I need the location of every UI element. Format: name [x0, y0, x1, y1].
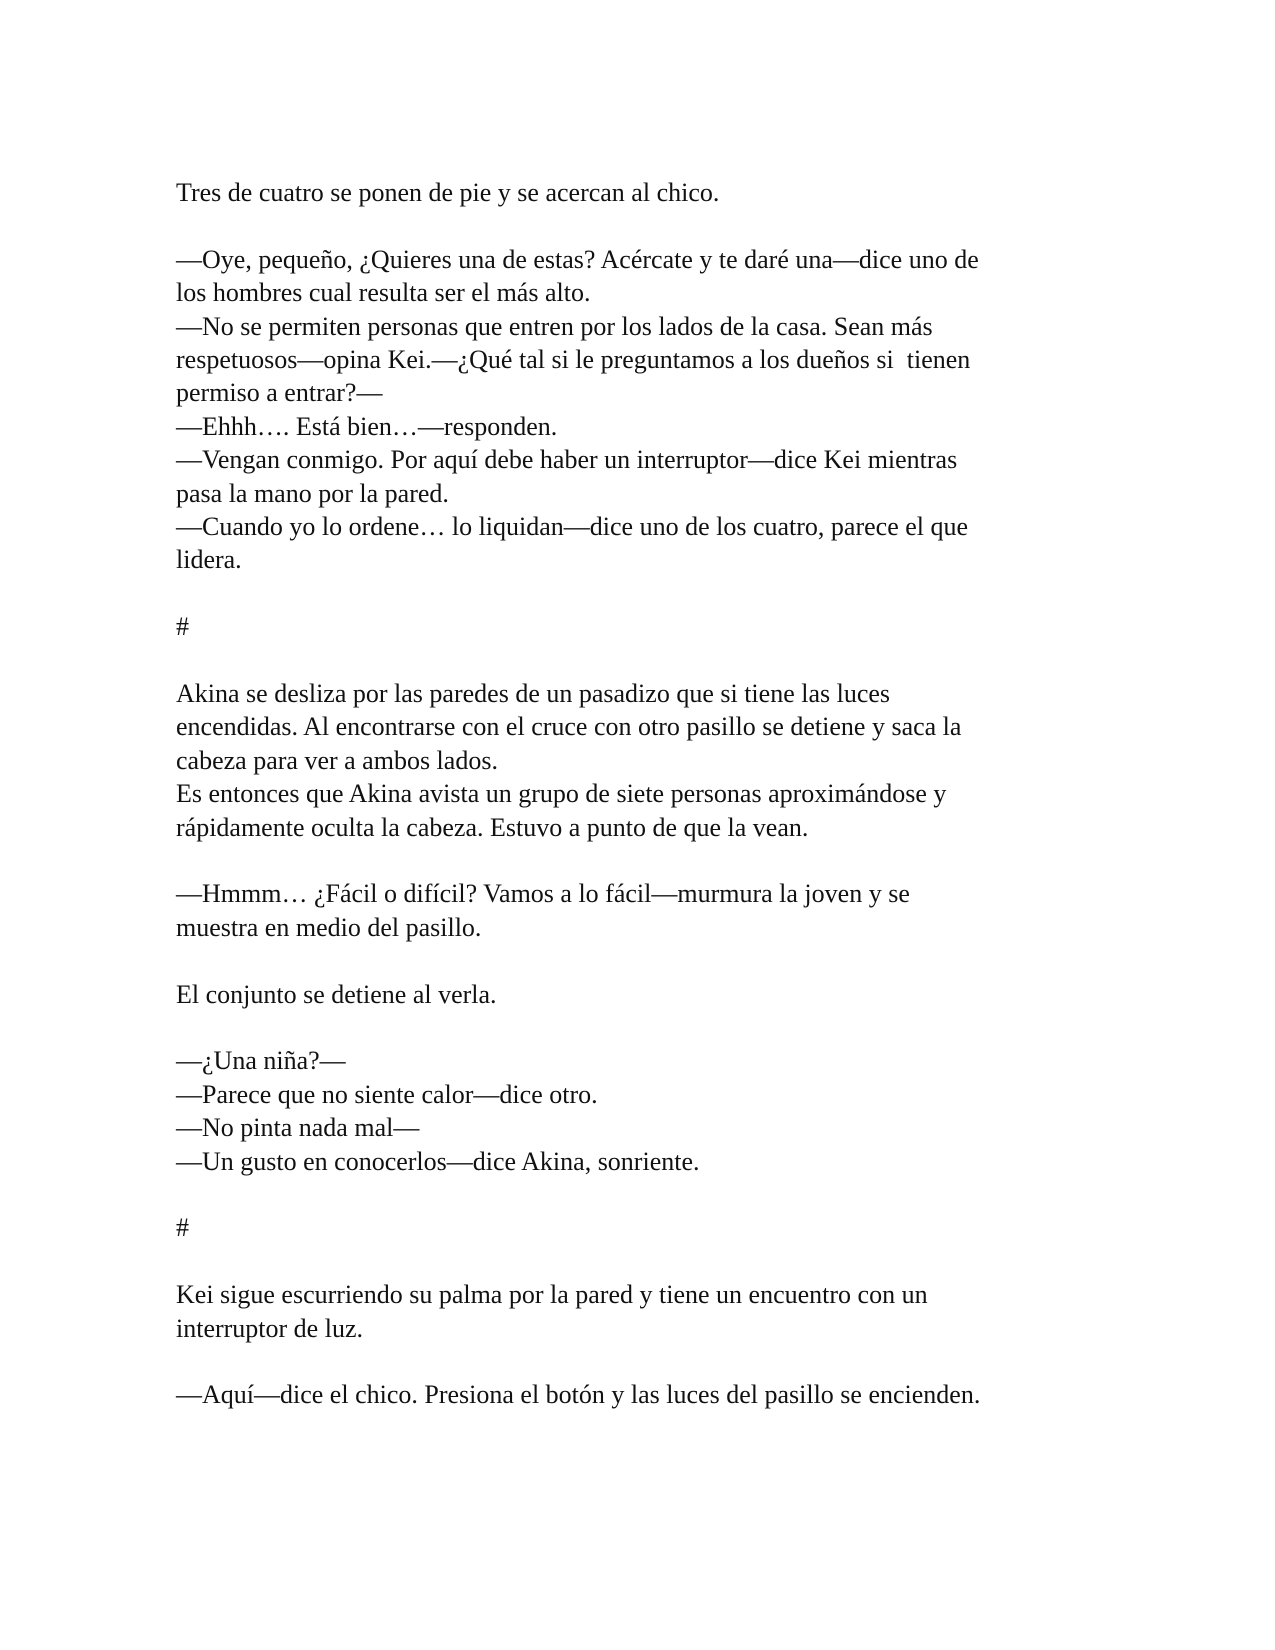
blank-line: [176, 844, 1096, 877]
section-separator: #: [176, 612, 189, 642]
text-line: —Hmmm… ¿Fácil o difícil? Vamos a lo fácil—murmura la joven y se: [176, 879, 910, 909]
text-line: Tres de cuatro se ponen de pie y se acercan al chico.: [176, 178, 720, 207]
text-line: cabeza para ver a ambos lados.: [176, 745, 498, 775]
text-line: El conjunto se detiene al verla.: [176, 979, 497, 1009]
blank-line: [176, 577, 1096, 610]
text-line: —Ehhh…. Está bien…—responden.: [176, 411, 558, 441]
text-line: —¿Una niña?—: [176, 1046, 346, 1076]
text-line: —No pinta nada mal—: [176, 1113, 420, 1143]
text-line: respetuosos—opina Kei.—¿Qué tal si le preguntamos a los dueños si tienen: [176, 345, 971, 375]
text-line: muestra en medio del pasillo.: [176, 912, 482, 942]
text-line: Kei sigue escurriendo su palma por la pared y tiene un encuentro con un: [176, 1280, 928, 1310]
text-line: rápidamente oculta la cabeza. Estuvo a punto de que la vean.: [176, 812, 809, 842]
text-line: Es entonces que Akina avista un grupo de siete personas aproximándose y: [176, 779, 947, 809]
text-line: Akina se desliza por las paredes de un pasadizo que si tiene las luces: [176, 679, 891, 709]
text-line: —Vengan conmigo. Por aquí debe haber un interruptor—dice Kei mientras: [176, 445, 958, 475]
blank-line: [176, 644, 1096, 677]
blank-line: [176, 209, 1096, 242]
text-line: —Aquí—dice el chico. Presiona el botón y las luces del pasillo se encienden.: [176, 1380, 981, 1410]
text-line: permiso a entrar?—: [176, 378, 383, 408]
text-line: pasa la mano por la pared.: [176, 478, 449, 508]
text-line: —Parece que no siente calor—dice otro.: [176, 1079, 598, 1109]
text-line: —No se permiten personas que entren por los lados de la casa. Sean más: [176, 311, 933, 341]
text-line: —Oye, pequeño, ¿Quieres una de estas? Acércate y te daré una—dice uno de: [176, 244, 979, 274]
text-line: los hombres cual resulta ser el más alto.: [176, 278, 591, 308]
blank-line: [176, 1245, 1096, 1278]
blank-line: [176, 1011, 1096, 1044]
text-line: lidera.: [176, 545, 242, 575]
text-line: interruptor de luz.: [176, 1313, 363, 1343]
text-line: encendidas. Al encontrarse con el cruce con otro pasillo se detiene y saca la: [176, 712, 962, 742]
text-line: —Un gusto en conocerlos—dice Akina, sonriente.: [176, 1146, 700, 1176]
body-text: [176, 176, 1096, 1412]
section-separator: #: [176, 1213, 189, 1243]
blank-line: [176, 944, 1096, 977]
blank-line: [176, 1178, 1096, 1211]
blank-line: [176, 1345, 1096, 1378]
text-line: —Cuando yo lo ordene… lo liquidan—dice uno de los cuatro, parece el que: [176, 512, 969, 542]
